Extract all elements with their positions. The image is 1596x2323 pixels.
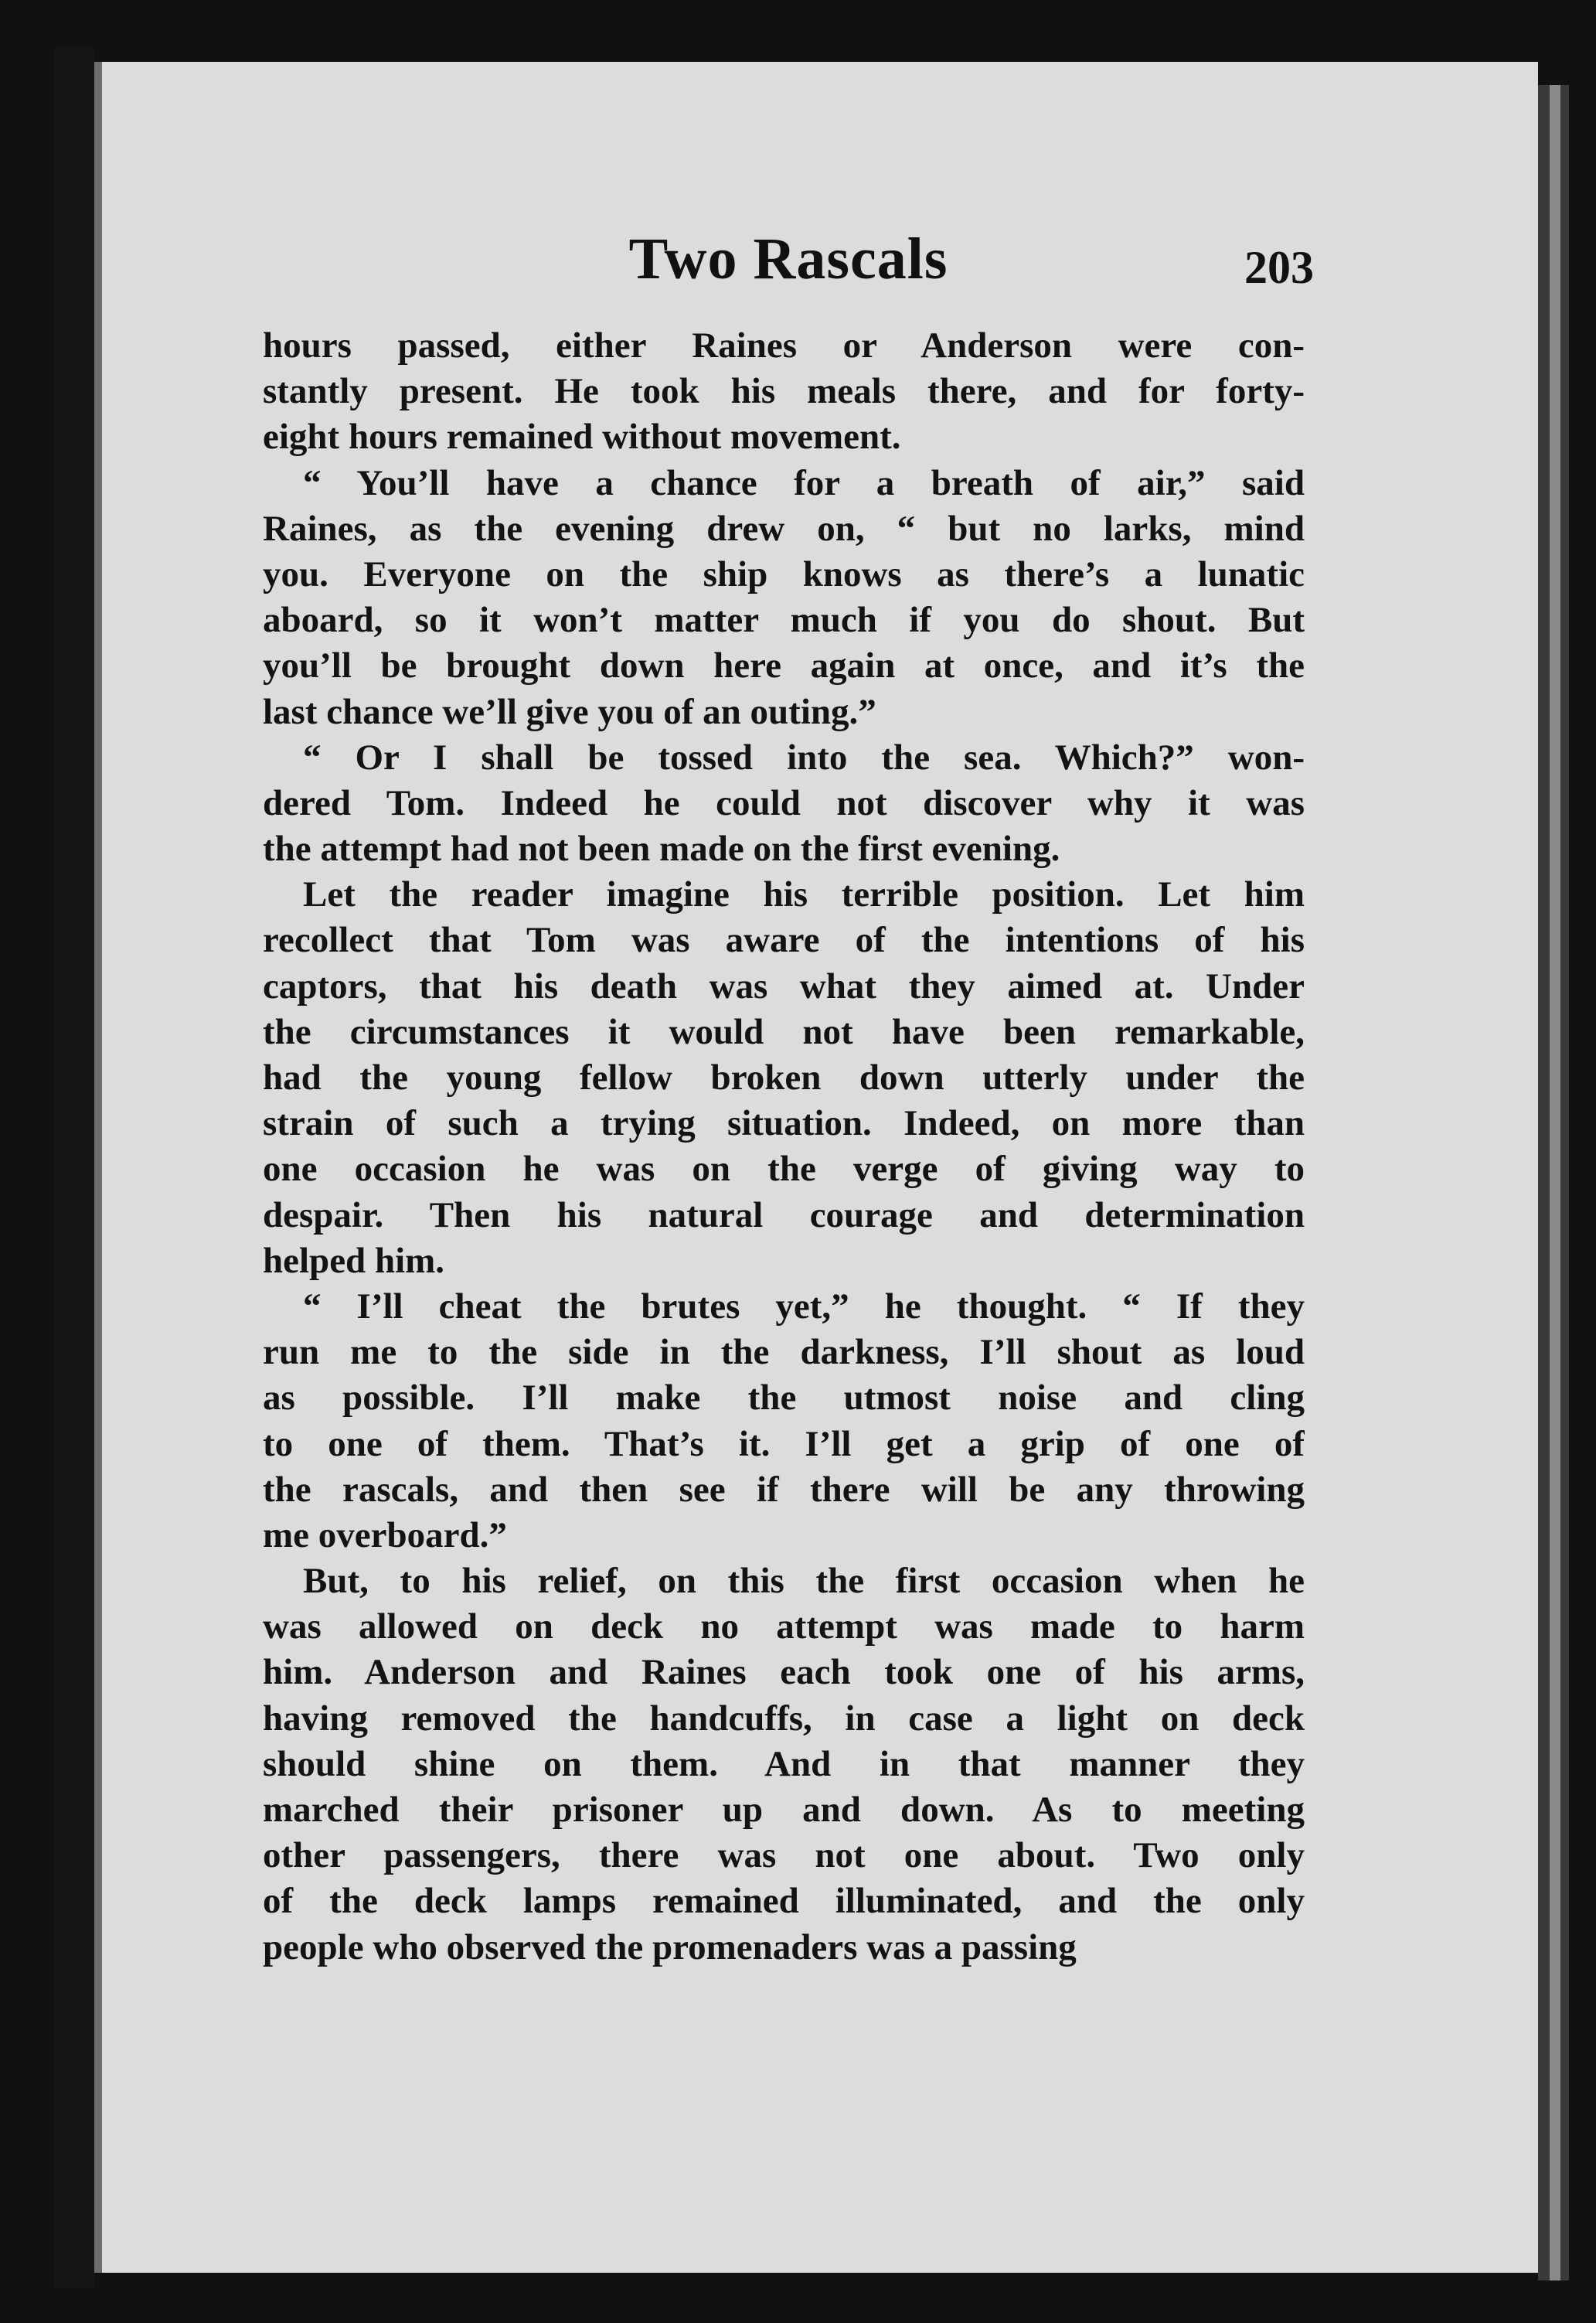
text-line: Let the reader imagine his terrible position. Let him [303, 874, 1305, 915]
text-line: last chance we’ll give you of an outing.” [263, 691, 876, 732]
text-line: me overboard.” [263, 1514, 507, 1555]
text-line: “ Or I shall be tossed into the sea. Which?” won- [303, 737, 1305, 778]
page-gutter-edge [94, 62, 102, 2273]
text-line: strain of such a trying situation. Indeed, on more than [263, 1103, 1305, 1144]
running-header [263, 218, 1314, 303]
text-line: run me to the side in the darkness, I’ll shout as loud [263, 1332, 1305, 1373]
text-line: having removed the handcuffs, in case a light on deck [263, 1698, 1305, 1739]
text-line: him. Anderson and Raines each took one of his arms, [263, 1652, 1305, 1693]
text-line: as possible. I’ll make the utmost noise and cling [263, 1378, 1305, 1419]
paragraph [263, 1558, 1305, 1970]
paragraph [263, 735, 1305, 873]
text-line: Raines, as the evening drew on, “ but no larks, mind [263, 508, 1305, 549]
text-line: the attempt had not been made on the first evening. [263, 829, 1060, 870]
text-line: “ You’ll have a chance for a breath of air,” said [303, 462, 1305, 503]
paragraph [263, 872, 1305, 1284]
text-line: dered Tom. Indeed he could not discover why it was [263, 782, 1305, 823]
text-line: “ I’ll cheat the brutes yet,” he thought. “ If they [303, 1286, 1305, 1327]
text-line: aboard, so it won’t matter much if you do shout. But [263, 600, 1305, 641]
text-line: eight hours remained without movement. [263, 417, 901, 458]
body-text [263, 323, 1305, 1970]
text-line: the circumstances it would not have been remarkable, [263, 1011, 1305, 1052]
text-line: of the deck lamps remained illuminated, and the only [263, 1881, 1305, 1922]
text-line: people who observed the promenaders was a passing [263, 1926, 1077, 1967]
text-line: hours passed, either Raines or Anderson were con- [263, 325, 1305, 366]
page-stack-edge-right [1550, 85, 1560, 2280]
text-line: despair. Then his natural courage and determination [263, 1194, 1305, 1235]
paragraph [263, 1284, 1305, 1558]
text-line: was allowed on deck no attempt was made to harm [263, 1606, 1305, 1647]
text-line: captors, that his death was what they aimed at. Under [263, 966, 1305, 1007]
paragraph [263, 461, 1305, 735]
text-line: recollect that Tom was aware of the intentions of his [263, 920, 1305, 961]
book-binding-left [54, 46, 94, 2288]
text-line: stantly present. He took his meals there, and for forty- [263, 371, 1305, 412]
text-line: the rascals, and then see if there will be any throwing [263, 1469, 1305, 1510]
text-line: you. Everyone on the ship knows as there’s a lunatic [263, 554, 1305, 594]
text-line: had the young fellow broken down utterly under the [263, 1058, 1305, 1098]
text-line: But, to his relief, on this the first occasion when he [303, 1561, 1305, 1602]
text-line: one occasion he was on the verge of giving way to [263, 1149, 1305, 1190]
text-line: should shine on them. And in that manner they [263, 1743, 1305, 1784]
text-line: you’ll be brought down here again at once, and it’s the [263, 645, 1305, 686]
text-line: marched their prisoner up and down. As to meeting [263, 1790, 1305, 1830]
text-line: to one of them. That’s it. I’ll get a grip of one of [263, 1423, 1305, 1464]
text-line: other passengers, there was not one about. Two only [263, 1835, 1305, 1876]
running-title: Two Rascals [628, 227, 948, 291]
paragraph [263, 323, 1305, 461]
page-number: 203 [1244, 242, 1314, 293]
text-line: helped him. [263, 1240, 445, 1281]
